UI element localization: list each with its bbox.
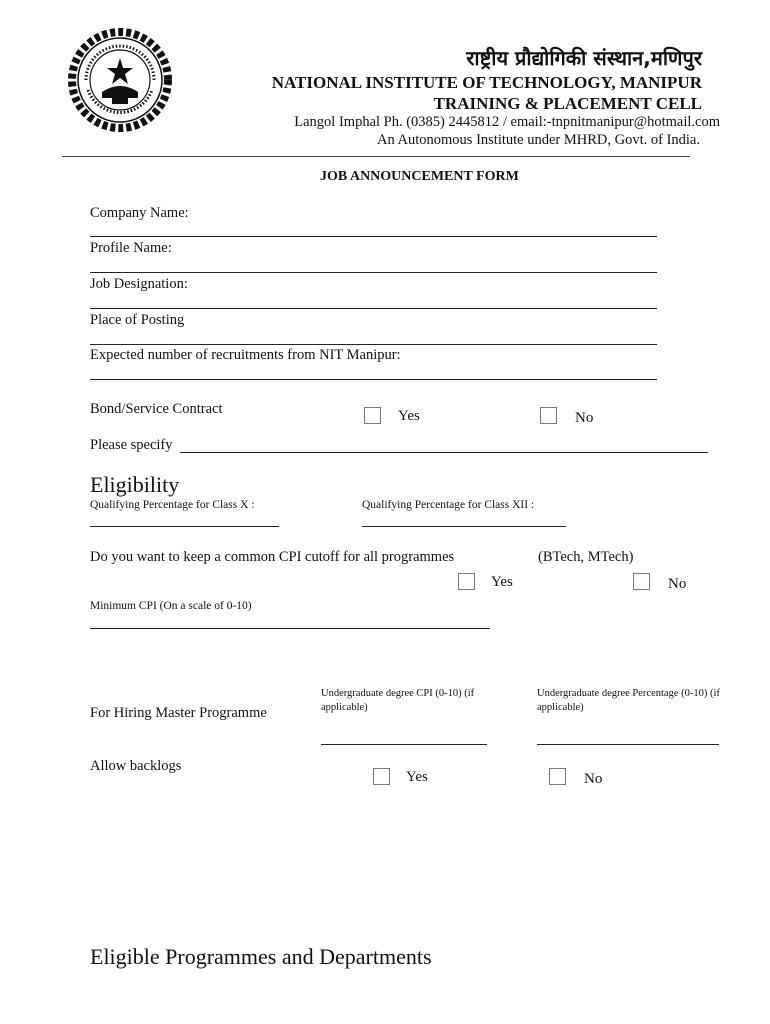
company-name-label: Company Name:	[90, 205, 189, 221]
cpi-programmes: (BTech, MTech)	[538, 549, 634, 565]
cpi-no-label: No	[668, 576, 687, 592]
placement-cell-name: TRAINING & PLACEMENT CELL	[433, 94, 702, 113]
form-title: JOB ANNOUNCEMENT FORM	[320, 169, 519, 184]
backlogs-yes-checkbox[interactable]	[373, 768, 390, 785]
master-programme-label: For Hiring Master Programme	[90, 705, 267, 721]
please-specify-label: Please specify	[90, 437, 173, 453]
institute-name: NATIONAL INSTITUTE OF TECHNOLOGY, MANIPUR	[271, 73, 702, 92]
min-cpi-label: Minimum CPI (On a scale of 0-10)	[90, 600, 252, 612]
place-of-posting-label: Place of Posting	[90, 312, 185, 328]
eligible-programmes-heading: Eligible Programmes and Departments	[90, 944, 432, 969]
please-specify-line[interactable]	[180, 452, 708, 453]
place-of-posting-line[interactable]	[90, 344, 657, 345]
backlogs-yes-label: Yes	[406, 769, 428, 785]
ug-percentage-line[interactable]	[537, 744, 719, 745]
cpi-question: Do you want to keep a common CPI cutoff for all programmes	[90, 549, 455, 565]
bond-label: Bond/Service Contract	[90, 401, 223, 417]
bond-no-checkbox[interactable]	[540, 407, 557, 424]
logo-emblem	[102, 58, 138, 104]
class-x-label: Qualifying Percentage for Class X :	[90, 499, 255, 511]
ug-percentage-label: Undergraduate degree Percentage (0-10) (if applicable)	[537, 688, 720, 713]
bond-no-label: No	[575, 410, 594, 426]
institute-hindi-name: राष्ट्रीय प्रौद्योगिकी संस्थान,मणिपुर	[466, 46, 702, 70]
eligibility-heading: Eligibility	[90, 472, 180, 497]
backlogs-label: Allow backlogs	[90, 758, 182, 774]
cpi-yes-label: Yes	[491, 574, 513, 590]
bond-yes-label: Yes	[398, 408, 420, 424]
recruitments-line[interactable]	[90, 379, 657, 380]
nit-manipur-logo	[66, 28, 174, 132]
company-name-line[interactable]	[90, 236, 657, 237]
backlogs-no-checkbox[interactable]	[549, 768, 566, 785]
class-xii-label: Qualifying Percentage for Class XII :	[362, 499, 535, 511]
class-x-line[interactable]	[90, 526, 279, 527]
contact-line: Langol Imphal Ph. (0385) 2445812 / email:-tnpnitmanipur@hotmail.com	[294, 114, 720, 130]
min-cpi-line[interactable]	[90, 628, 490, 629]
profile-name-label: Profile Name:	[90, 240, 172, 256]
autonomous-line: An Autonomous Institute under MHRD, Govt. of India.	[376, 132, 700, 148]
cpi-yes-checkbox[interactable]	[458, 573, 475, 590]
bond-yes-checkbox[interactable]	[364, 407, 381, 424]
job-designation-label: Job Designation:	[90, 276, 188, 292]
job-designation-line[interactable]	[90, 308, 657, 309]
class-xii-line[interactable]	[362, 526, 566, 527]
profile-name-line[interactable]	[90, 272, 657, 273]
header-divider	[62, 156, 690, 157]
ug-cpi-label: Undergraduate degree CPI (0-10) (if applicable)	[321, 688, 475, 713]
backlogs-no-label: No	[584, 771, 603, 787]
ug-cpi-line[interactable]	[321, 744, 487, 745]
cpi-no-checkbox[interactable]	[633, 573, 650, 590]
recruitments-label: Expected number of recruitments from NIT Manipur:	[90, 347, 401, 363]
